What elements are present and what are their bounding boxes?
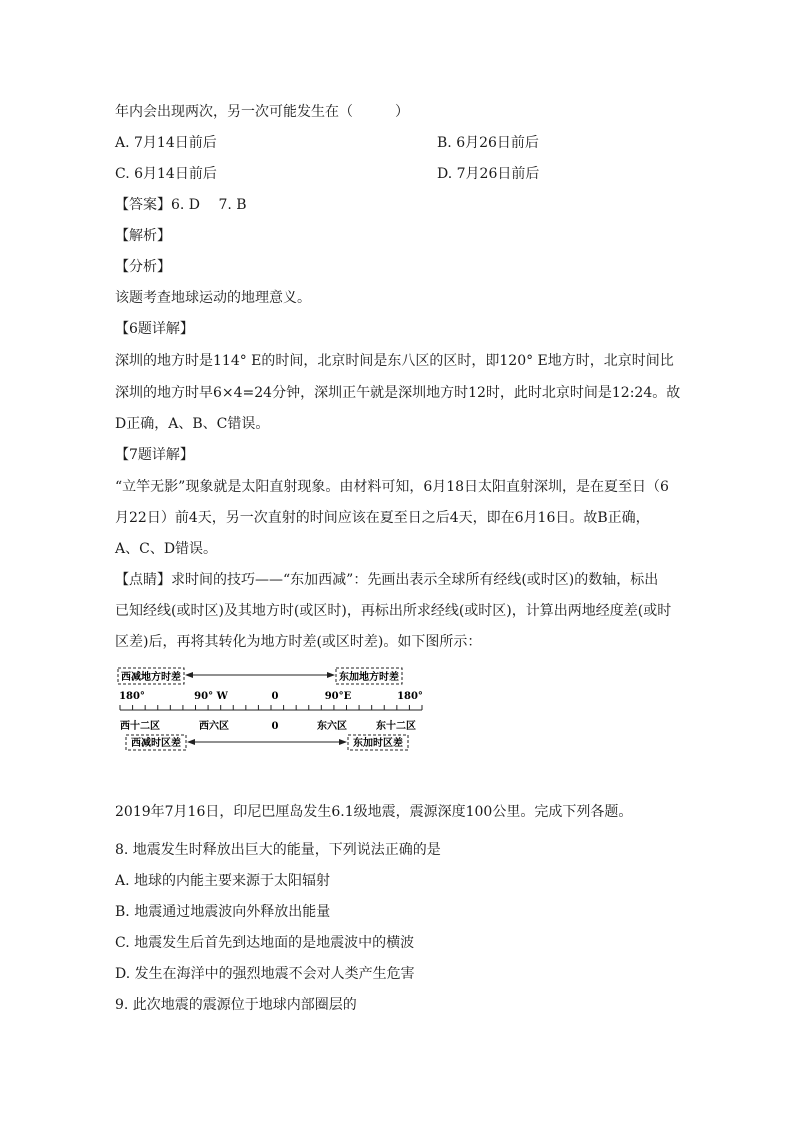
axis-ticks bbox=[120, 705, 422, 710]
q7-option-d: D. 7月26日前后 bbox=[437, 166, 540, 182]
bottom-label-w6: 西六区 bbox=[199, 721, 229, 732]
top-label-180e: 180° bbox=[397, 691, 423, 702]
q7-line-3: A、C、D错误。 bbox=[115, 541, 218, 557]
bottom-label-e12: 东十二区 bbox=[376, 721, 416, 732]
q6-line-1: 深圳的地方时是114° E的时间，北京时间是东八区的区时，即120° E地方时，北京时间比 bbox=[115, 353, 674, 369]
q8-option-b: B. 地震通过地震波向外释放出能量 bbox=[115, 904, 331, 920]
east-zone-label: 东加时区差 bbox=[353, 738, 403, 749]
fenxi-text: 该题考查地球运动的地理意义。 bbox=[115, 290, 311, 306]
q7-option-c: C. 6月14日前后 bbox=[115, 166, 217, 182]
answer-line: 【答案】6. D 7. B bbox=[115, 197, 247, 213]
west-local-label: 西减地方时差 bbox=[121, 672, 181, 683]
top-label-90w: 90° W bbox=[194, 691, 228, 702]
q7-option-a: A. 7月14日前后 bbox=[115, 135, 217, 151]
tip-line-3: 区差)后，再将其转化为地方时差(或区时差)。如下图所示： bbox=[115, 634, 482, 650]
intro-q8: 2019年7月16日，印尼巴厘岛发生6.1级地震，震源深度100公里。完成下列各题。 bbox=[115, 804, 633, 820]
top-label-180w: 180° bbox=[119, 691, 145, 702]
q8-stem: 8. 地震发生时释放出巨大的能量，下列说法正确的是 bbox=[115, 842, 441, 858]
q9-stem: 9. 此次地震的震源位于地球内部圈层的 bbox=[115, 997, 357, 1013]
q7-heading: 【7题详解】 bbox=[115, 447, 194, 463]
timezone-diagram bbox=[112, 662, 432, 752]
bottom-label-0: 0 bbox=[271, 721, 279, 732]
east-local-label: 东加地方时差 bbox=[339, 672, 399, 683]
tip-line-2: 已知经线(或时区)及其地方时(或区时)，再标出所求经线(或时区)，计算出两地经度差(或时 bbox=[115, 603, 672, 619]
tip-line-1: 【点睛】求时间的技巧——“东加西减”：先画出表示全球所有经线(或时区)的数轴，标出 bbox=[115, 572, 659, 588]
top-label-90e: 90°E bbox=[324, 691, 352, 702]
fenxi-heading: 【分析】 bbox=[115, 259, 171, 275]
q7-line-2: 月22日）前4天，另一次直射的时间应该在夏至日之后4天，即在6月16日。故B正确， bbox=[115, 510, 650, 526]
bottom-label-e6: 东六区 bbox=[317, 721, 347, 732]
jiexi-heading: 【解析】 bbox=[115, 228, 171, 244]
q8-option-d: D. 发生在海洋中的强烈地震不会对人类产生危害 bbox=[115, 966, 415, 982]
bottom-label-w12: 西十二区 bbox=[120, 721, 160, 732]
q7-line-1: “立竿无影”现象就是太阳直射现象。由材料可知，6月18日太阳直射深圳，是在夏至日（6 bbox=[115, 479, 669, 495]
top-label-0: 0 bbox=[271, 691, 279, 702]
q6-line-3: D正确，A、B、C错误。 bbox=[115, 416, 270, 432]
q8-option-c: C. 地震发生后首先到达地面的是地震波中的横波 bbox=[115, 935, 415, 951]
q8-option-a: A. 地球的内能主要来源于太阳辐射 bbox=[115, 873, 331, 889]
q7-option-b: B. 6月26日前后 bbox=[437, 135, 539, 151]
q6-heading: 【6题详解】 bbox=[115, 321, 194, 337]
west-zone-label: 西减时区差 bbox=[131, 738, 181, 749]
q6-line-2: 深圳的地方时早6×4=24分钟，深圳正午就是深圳地方时12时，此时北京时间是12:24。故 bbox=[115, 385, 681, 401]
q7-stem-tail: 年内会出现两次，另一次可能发生在（ ） bbox=[115, 104, 409, 120]
